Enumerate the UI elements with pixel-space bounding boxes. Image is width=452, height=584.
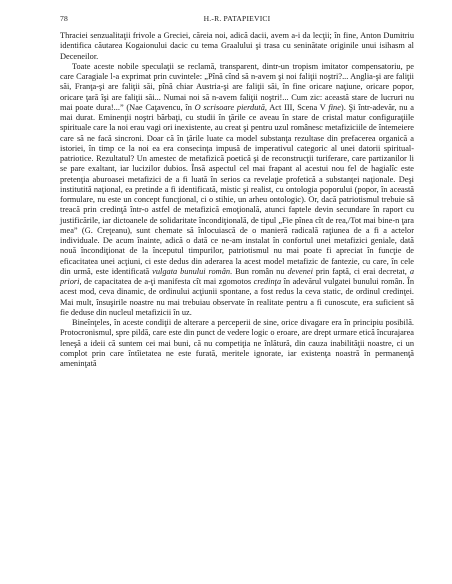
- italic-text: a priori: [60, 266, 414, 286]
- italic-text: credinţa: [253, 277, 282, 286]
- italic-text: vulgata bunului român: [152, 266, 231, 276]
- page-header: [60, 14, 414, 23]
- text-run: Toate aceste nobile speculaţii se reclamă, transparent, dintr-un tropism imitator compensatoriu, pe care Caragiale l-a exprimat prin cuvintele: „Pînă cînd să n-avem şi noi faliţii noştri?... Anglia-şi are faliţii săi, Franţa-şi are faliţii săi, pînă chiar Austria-şi are faliţii săi, în fine oricare naţiune, oricare popor, oricare ţară îşi are faliţii săi... Numai noi să n-avem faliţii noştri!... Cum zic: această stare de lucruri nu mai poate dura!...” (Nae Caţavencu, în: [60, 61, 414, 112]
- italic-text: devenei: [287, 266, 313, 276]
- page-number: 78: [60, 14, 68, 23]
- italic-text: fine: [328, 102, 341, 112]
- paragraph: [60, 31, 414, 62]
- page-body: [60, 31, 414, 369]
- text-run: prin faptă, ci erai decretat,: [312, 266, 410, 276]
- text-run: , Act III, Scena V: [264, 102, 329, 112]
- text-run: , de capacitatea de a-ţi manifesta cît mai zgomotos: [79, 277, 254, 286]
- italic-text: O scrisoare pierdută: [194, 102, 265, 112]
- text-run: ). Şi într-adevăr, nu a mai durat. Eminenţii noştri bărbaţi, cu studii în ţările ce aveau în stare de cristal matur configuraţiile spirituale care la noi erau vagi ori inexistente, au creat şi pentru uzul românesc metafiziciile de întemeiere care să ne facă sincroni. Doar că în ţările luate ca model substanţa rezultase din prefacerea organică a istoriei, în timp ce la noi ea era consecinţa impusă de imperativul categoric al unei datorii spiritual-patriotice. Rezultatul? Un amestec de metafizică poetică şi de reconstrucţii turiferare, care partizanilor li se pare exaltant, iar lucizilor dubios. Însă aspectul cel mai frapant al acestui nou fel de hagialîc este pretenţia aburoasei metafizici de a fi luată în serios ca revelaţie profetică a substanţei naţionale. Deşi institutită naţional, ea pretinde a fi identificată, mistic şi realist, cu ontologia poporului (popor, în această formulare, nu este un concept funcţional, ci o stihie, un arheu ontologic). Or, dacă patriotismul trebuie să treacă prin credinţă într-o astfel de metafizică emoţională, atunci faptele devin secundare în raport cu justificările, iar dictoanele de solidaritate încondiţională, de tipul „Fie pînea cît de rea,/Tot mai bine-n ţara mea” (G. Creţeanu), sunt chemate să înlocuiască de o manieră radicală raţiunea de a fi a actelor individuale. De acum înainte, adică o dată ce ne-am instalat în confortul unei metafizici geniale, dată nouă încondiţionat de la începutul timpurilor, patriotismul nu mai poate fi apreciat în funcţie de eficacitatea unei acţiuni, ci este dedus din aderarea la acest model metafizic de fantezie, cu care, în cele din urmă, este identificată: [60, 102, 414, 276]
- running-title: H.-R. PATAPIEVICI: [203, 14, 271, 23]
- paragraph: [60, 318, 414, 369]
- text-run: . Bun român nu: [230, 266, 288, 276]
- text-run: Thraciei senzualitaţii frivole a Greciei, căreia noi, adică dacii, avem a-i da lecţii; în fine, Anton Dumitriu identifica căutarea Kogaionului dacic cu tema Graalului şi trasa cu seninătate originile unui isihasm al Deceneilor.: [60, 31, 414, 61]
- text-run: Bineînţeles, în aceste condiţii de alterare a perceperii de sine, orice divagare era în principiu posibilă. Protocronismul, spre pildă, care este din punct de vedere logic o eroare, are drept urmare etică încurajarea leneşă a ideii că suntem cei mai buni, că nu competiţia ne înlătură, din cauza inabilităţii noastre, ci un complot prin care întîietatea ne este furată, meritele ignorate, iar existenţa noastră în permanenţă ameninţată: [60, 318, 414, 368]
- text-run: în adevărul vulgatei bunului român. În acest mod, ceva dinamic, de ordinului acţiunii spontane, a fost redus la ceva static, de ordinul credinţei. Mai mult, însuşirile noastre nu mai trebuiau observate în realitate pentru a fi cunoscute, era suficient să fie deduse din nucleul metafizicii în uz.: [60, 277, 414, 317]
- paragraph: [60, 62, 414, 318]
